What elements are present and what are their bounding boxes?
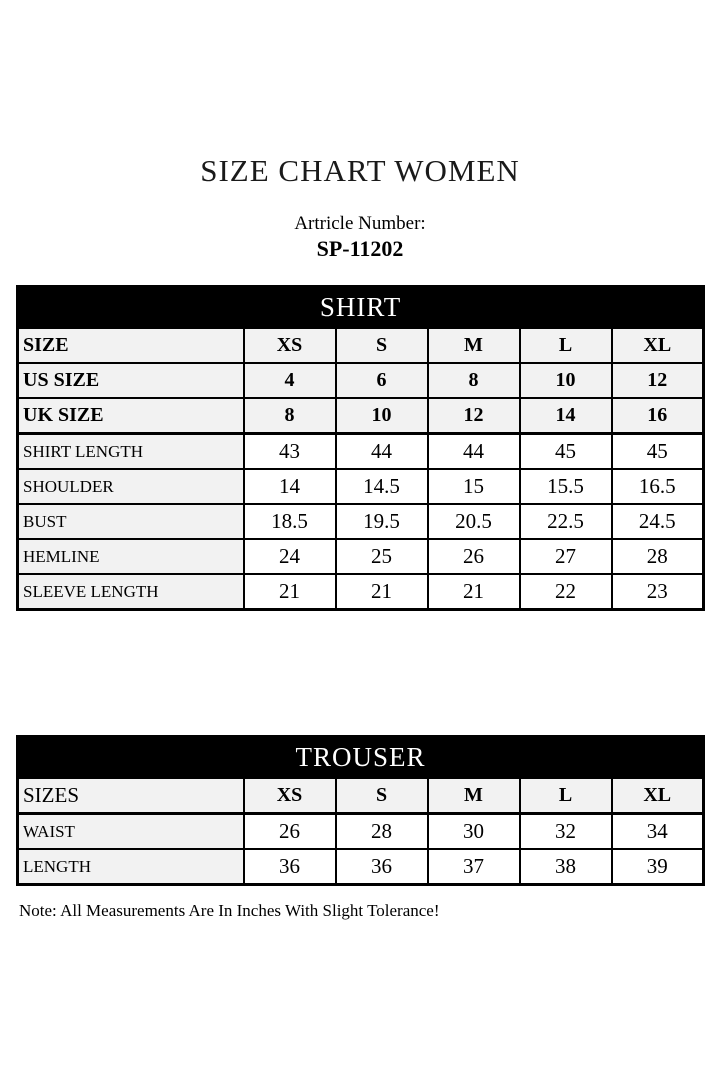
cell-value: 22 xyxy=(520,574,612,610)
row-label: HEMLINE xyxy=(18,539,244,574)
cell-value: 8 xyxy=(428,363,520,398)
cell-value: 38 xyxy=(520,849,612,885)
cell-value: 36 xyxy=(336,849,428,885)
shirt-size-table xyxy=(16,285,705,611)
cell-value: 6 xyxy=(336,363,428,398)
cell-value: 16.5 xyxy=(612,469,704,504)
table-row-sizes xyxy=(18,778,704,814)
cell-value: S xyxy=(336,778,428,814)
cell-value: 37 xyxy=(428,849,520,885)
cell-value: 22.5 xyxy=(520,504,612,539)
cell-value: 10 xyxy=(520,363,612,398)
trouser-table-banner: TROUSER xyxy=(18,737,704,779)
row-label: SHOULDER xyxy=(18,469,244,504)
cell-value: 23 xyxy=(612,574,704,610)
table-row-size xyxy=(18,328,704,363)
table-row-hemline xyxy=(18,539,704,574)
shirt-table-banner: SHIRT xyxy=(18,287,704,329)
cell-value: 21 xyxy=(244,574,336,610)
cell-value: 44 xyxy=(336,434,428,470)
cell-value: 19.5 xyxy=(336,504,428,539)
row-label: BUST xyxy=(18,504,244,539)
cell-value: 36 xyxy=(244,849,336,885)
cell-value: 32 xyxy=(520,814,612,850)
cell-value: M xyxy=(428,778,520,814)
cell-value: 14 xyxy=(520,398,612,434)
table-row-us-size xyxy=(18,363,704,398)
shirt-banner-row xyxy=(18,287,704,329)
cell-value: 39 xyxy=(612,849,704,885)
cell-value: 18.5 xyxy=(244,504,336,539)
cell-value: 4 xyxy=(244,363,336,398)
trouser-banner-row xyxy=(18,737,704,779)
article-number-value: SP-11202 xyxy=(316,236,404,261)
trouser-table-body xyxy=(18,778,704,885)
cell-value: 12 xyxy=(612,363,704,398)
cell-value: 8 xyxy=(244,398,336,434)
cell-value: 24 xyxy=(244,539,336,574)
cell-value: 44 xyxy=(428,434,520,470)
row-label: US SIZE xyxy=(18,363,244,398)
table-row-shirt-length xyxy=(18,434,704,470)
cell-value: 21 xyxy=(428,574,520,610)
cell-value: 34 xyxy=(612,814,704,850)
cell-value: 24.5 xyxy=(612,504,704,539)
cell-value: 21 xyxy=(336,574,428,610)
row-label: UK SIZE xyxy=(18,398,244,434)
trouser-size-table xyxy=(16,735,705,886)
cell-value: XS xyxy=(244,328,336,363)
row-label: LENGTH xyxy=(18,849,244,885)
table-row-bust xyxy=(18,504,704,539)
table-row-waist xyxy=(18,814,704,850)
table-row-sleeve-length xyxy=(18,574,704,610)
cell-value: 20.5 xyxy=(428,504,520,539)
cell-value: XL xyxy=(612,328,704,363)
cell-value: S xyxy=(336,328,428,363)
cell-value: 28 xyxy=(336,814,428,850)
cell-value: 15.5 xyxy=(520,469,612,504)
cell-value: 25 xyxy=(336,539,428,574)
page-title: SIZE CHART WOMEN xyxy=(200,153,520,188)
cell-value: 28 xyxy=(612,539,704,574)
table-row-uk-size xyxy=(18,398,704,434)
row-label: SIZES xyxy=(18,778,244,814)
cell-value: 14 xyxy=(244,469,336,504)
cell-value: 43 xyxy=(244,434,336,470)
cell-value: 30 xyxy=(428,814,520,850)
row-label: SLEEVE LENGTH xyxy=(18,574,244,610)
cell-value: 10 xyxy=(336,398,428,434)
cell-value: 14.5 xyxy=(336,469,428,504)
shirt-table-body xyxy=(18,328,704,610)
row-label: SHIRT LENGTH xyxy=(18,434,244,470)
table-row-length xyxy=(18,849,704,885)
cell-value: 12 xyxy=(428,398,520,434)
cell-value: XS xyxy=(244,778,336,814)
cell-value: 16 xyxy=(612,398,704,434)
article-number-label: Artricle Number: xyxy=(294,213,426,234)
cell-value: M xyxy=(428,328,520,363)
cell-value: 26 xyxy=(428,539,520,574)
cell-value: 27 xyxy=(520,539,612,574)
cell-value: XL xyxy=(612,778,704,814)
cell-value: L xyxy=(520,328,612,363)
cell-value: 45 xyxy=(520,434,612,470)
row-label: SIZE xyxy=(18,328,244,363)
cell-value: 45 xyxy=(612,434,704,470)
table-row-shoulder xyxy=(18,469,704,504)
cell-value: 26 xyxy=(244,814,336,850)
cell-value: L xyxy=(520,778,612,814)
row-label: WAIST xyxy=(18,814,244,850)
measurements-note: Note: All Measurements Are In Inches With Slight Tolerance! xyxy=(19,901,440,920)
cell-value: 15 xyxy=(428,469,520,504)
